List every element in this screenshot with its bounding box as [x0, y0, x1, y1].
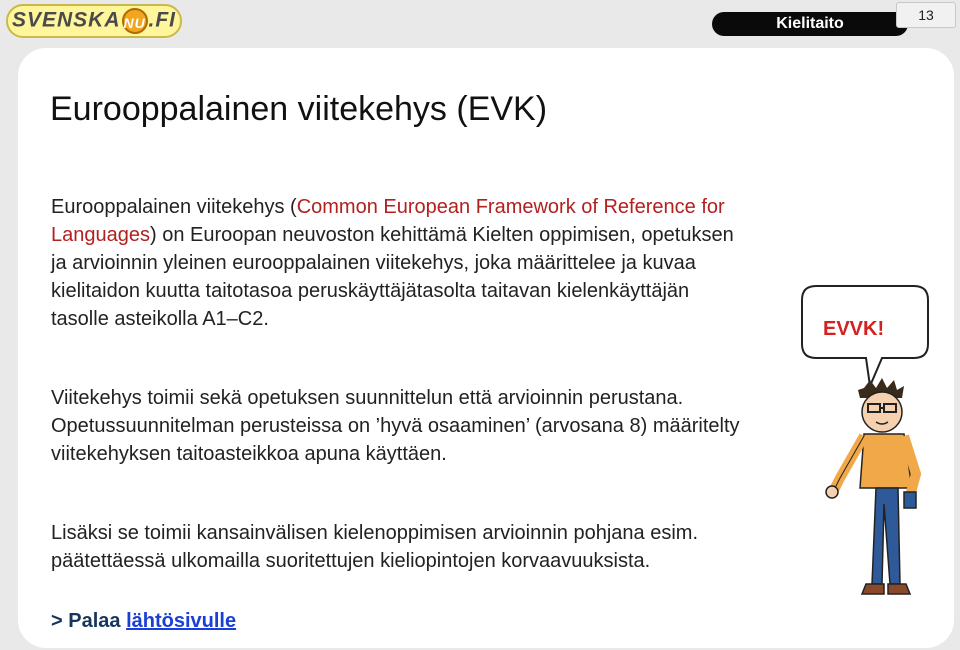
section-tab[interactable]: Kielitaito: [712, 12, 908, 36]
svenska-nu-logo[interactable]: [6, 4, 182, 38]
speech-text: EVVK!: [823, 318, 885, 340]
page-title: Eurooppalainen viitekehys (EVK): [50, 90, 548, 128]
back-navigation: [51, 610, 236, 633]
paragraph-intro: [51, 193, 751, 333]
logo-nu-badge: NU: [122, 8, 148, 34]
top-bar: [0, 0, 960, 48]
intro-text-start: Eurooppalainen viitekehys (: [51, 196, 297, 218]
logo-text: SVENSKA: [11, 8, 121, 32]
intro-text-end: ) on Euroopan neuvoston kehittämä Kielten oppimisen, opetuksen ja arvioinnin yleinen eurooppalainen viitekehys, joka määrittelee ja kuvaa kielitaidon kuutta taitotasoa peruskäyttäjätasolta taitavan kielenkäyttäjän tasolle asteikolla A1–C2.: [51, 224, 734, 330]
paragraph-international: Lisäksi se toimii kansainvälisen kielenoppimisen arvioinnin pohjana esim. päätettäessä ulkomailla suoritettujen kieliopintojen korvaavuuksista.: [51, 522, 699, 572]
logo-fi: .FI: [148, 8, 177, 32]
logo-wordmark: [12, 8, 176, 34]
page-number: 13: [896, 2, 956, 28]
intro-highlight: Common European Framework of Reference for Languages: [51, 196, 725, 246]
back-link[interactable]: lähtösivulle: [126, 610, 237, 632]
paragraph-usage: Viitekehys toimii sekä opetuksen suunnittelun että arvioinnin perustana. Opetussuunnitelman perusteissa on ’hyvä osaaminen’ (arvosana 8) määritelty viitekehyksen taitoasteikkoa apuna käyttäen.: [51, 387, 740, 465]
back-prefix: > Palaa: [51, 610, 121, 632]
cartoon-student-icon: [820, 378, 940, 616]
